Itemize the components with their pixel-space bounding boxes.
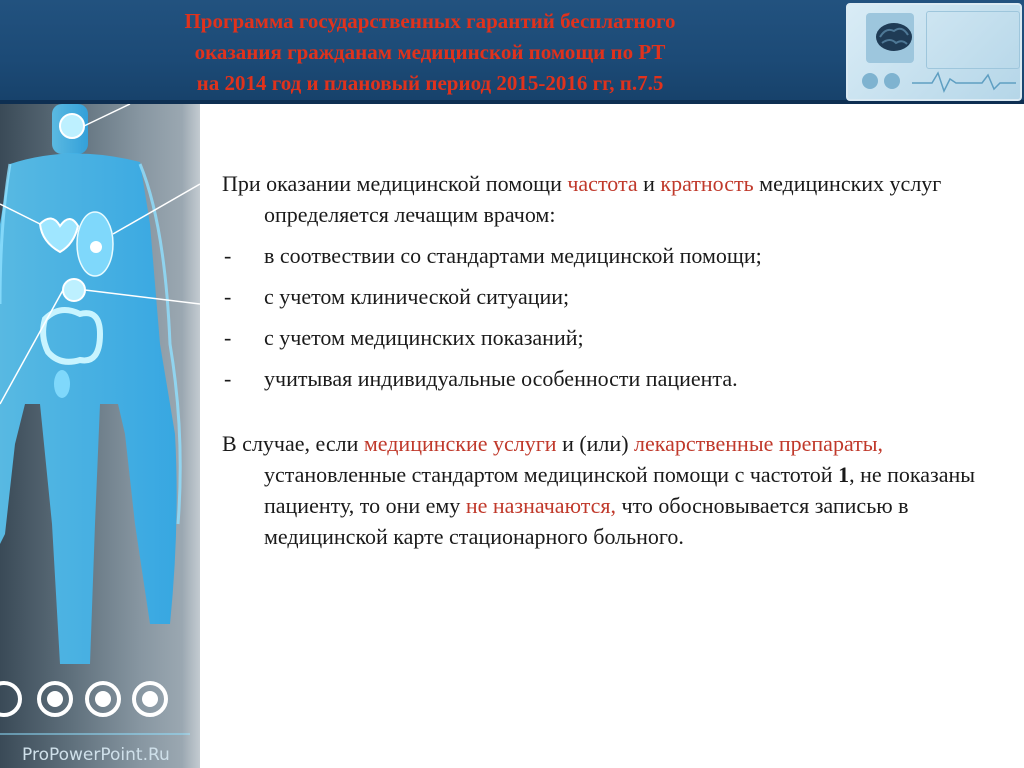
panel-edge-fade (182, 104, 200, 768)
control-button-icon (0, 683, 190, 734)
control-buttons-row (0, 679, 200, 739)
case-text-2: и (или) (556, 431, 635, 456)
case-text-4: , не показаны пациенту, то они ему (264, 462, 976, 518)
slide-body (222, 168, 1002, 552)
highlight-not-prescribed: не назначаются, (465, 493, 616, 518)
human-body-illustration (0, 104, 200, 768)
list-item-text: учитывая индивидуальные особенности пациента. (264, 366, 738, 391)
list-marker: - (224, 325, 232, 350)
case-text-5: что обосновывается записью в медицинской карте стационарного больного. (264, 493, 909, 549)
list-item-text: с учетом медицинских показаний; (264, 325, 584, 350)
intro-text-3: медицинских услуг определяется лечащим врачом: (264, 171, 942, 227)
highlight-frequency: частота (567, 171, 638, 196)
list-item (222, 240, 1002, 271)
frequency-value: 1 (838, 462, 850, 487)
intro-text-1: При оказании медицинской помощи (222, 171, 568, 196)
list-marker: - (224, 366, 232, 391)
body-figure-icon (0, 104, 200, 768)
brain-icon (874, 17, 914, 57)
title-line-2: оказания гражданам медицинской помощи по РТ (194, 40, 666, 64)
watermark-label: ProPowerPoint.Ru (22, 745, 170, 765)
list-marker: - (224, 243, 232, 268)
slide-title (0, 6, 860, 99)
title-line-3: на 2014 год и плановый период 2015-2016 гг, п.7.5 (196, 71, 664, 95)
intro-paragraph (222, 168, 1002, 230)
heartbeat-wave-icon (912, 67, 1016, 95)
case-text-3: установленные стандартом медицинской помощи с частотой (264, 462, 839, 487)
paragraph-gap (222, 394, 1002, 428)
list-item-text: с учетом клинической ситуации; (264, 284, 570, 309)
list-item-text: в соотвествии со стандартами медицинской помощи; (264, 243, 762, 268)
list-item (222, 281, 1002, 312)
highlight-multiplicity: кратность (660, 171, 754, 196)
case-text-1: В случае, если (222, 431, 364, 456)
list-item (222, 363, 1002, 394)
header-bar (0, 0, 1024, 104)
thumbnail-panel (926, 11, 1020, 69)
medical-thumbnail-image (846, 3, 1022, 101)
title-line-1: Программа государственных гарантий бесплатного (184, 9, 676, 33)
highlight-medical-services: медицинские услуги (363, 431, 557, 456)
case-paragraph (222, 428, 1002, 552)
intro-text-2: и (637, 171, 661, 196)
highlight-drugs: лекарственные препараты, (634, 431, 884, 456)
thumbnail-buttons (862, 73, 906, 94)
list-marker: - (224, 284, 232, 309)
list-item (222, 322, 1002, 353)
